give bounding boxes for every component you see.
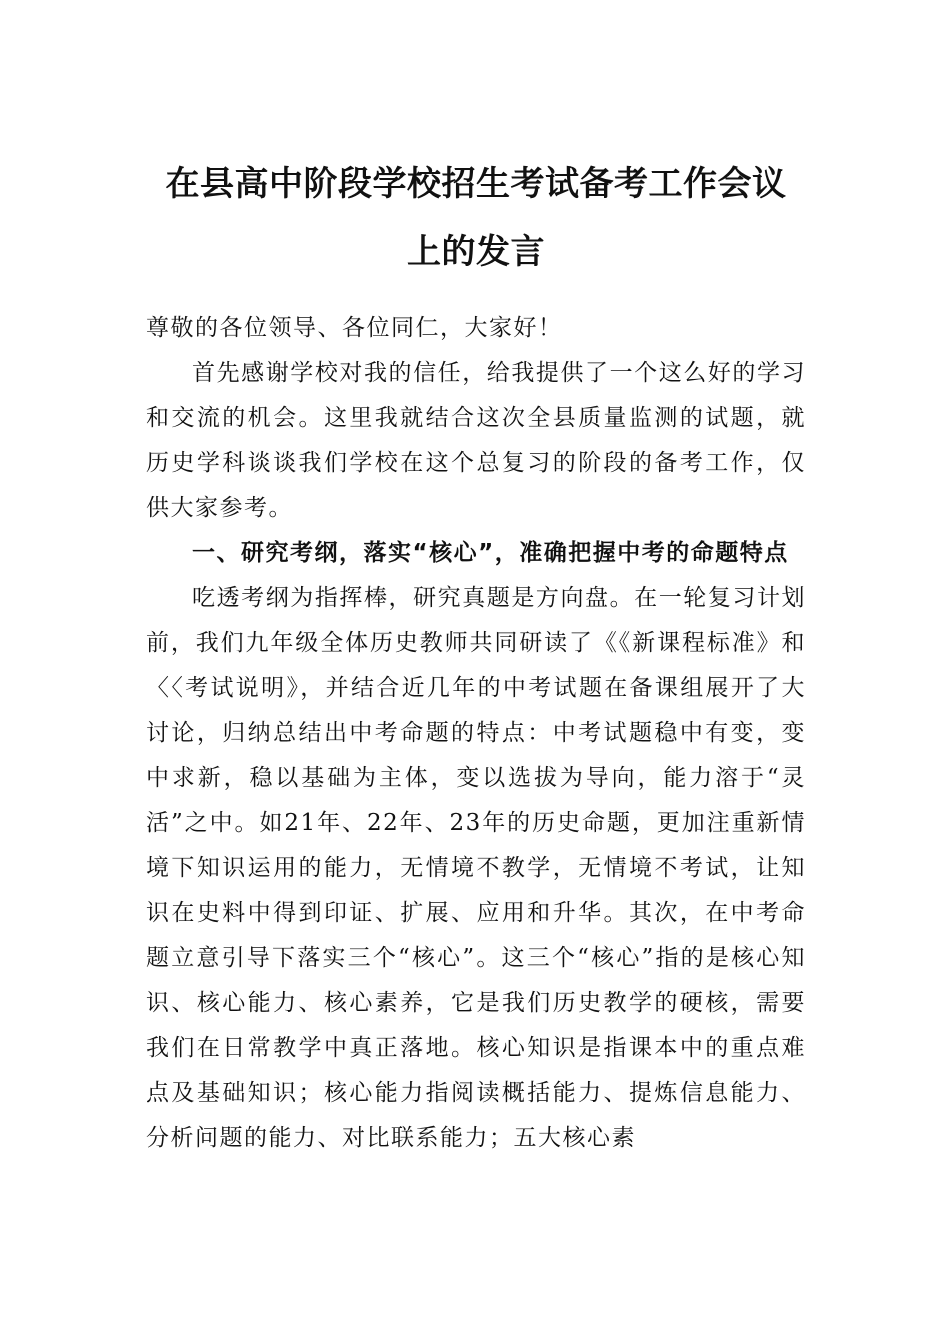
title-line-2: 上的发言	[407, 232, 545, 272]
greeting: 尊敬的各位领导、各位同仁，大家好！	[146, 315, 563, 341]
document-title	[140, 150, 812, 286]
paragraph-section-1: 吃透考纲为指挥棒，研究真题是方向盘。在一轮复习计划前，我们九年级全体历史教师共同研读了《《新课程标准》和〈〈考试说明》，并结合近几年的中考试题在备课组展开了大讨论，归纳总结出中考命题的特点：中考试题稳中有变，变中求新，稳以基础为主体，变以选拔为导向，能力溶于“灵活”之中。如21年、22年、23年的历史命题，更加注重新情境下知识运用的能力，无情境不教学，无情境不考试，让知识在史料中得到印证、扩展、应用和升华。其次，在中考命题立意引导下落实三个“核心”。这三个“核心”指的是核心知识、核心能力、核心素养，它是我们历史教学的硬核，需要我们在日常教学中真正落地。核心知识是指课本中的重点难点及基础知识；核心能力指阅读概括能力、提炼信息能力、分析问题的能力、对比联系能力；五大核心素	[146, 585, 806, 1151]
section-heading-1: 一、研究考纲，落实“核心”，准确把握中考的命题特点	[192, 540, 789, 566]
document-page	[146, 150, 806, 1161]
paragraph-intro: 首先感谢学校对我的信任，给我提供了一个这么好的学习和交流的机会。这里我就结合这次全县质量监测的试题，就历史学科谈谈我们学校在这个总复习的阶段的备考工作，仅供大家参考。	[146, 360, 806, 521]
title-line-1: 在县高中阶段学校招生考试备考工作会议	[165, 164, 787, 204]
document-body	[146, 306, 806, 1161]
